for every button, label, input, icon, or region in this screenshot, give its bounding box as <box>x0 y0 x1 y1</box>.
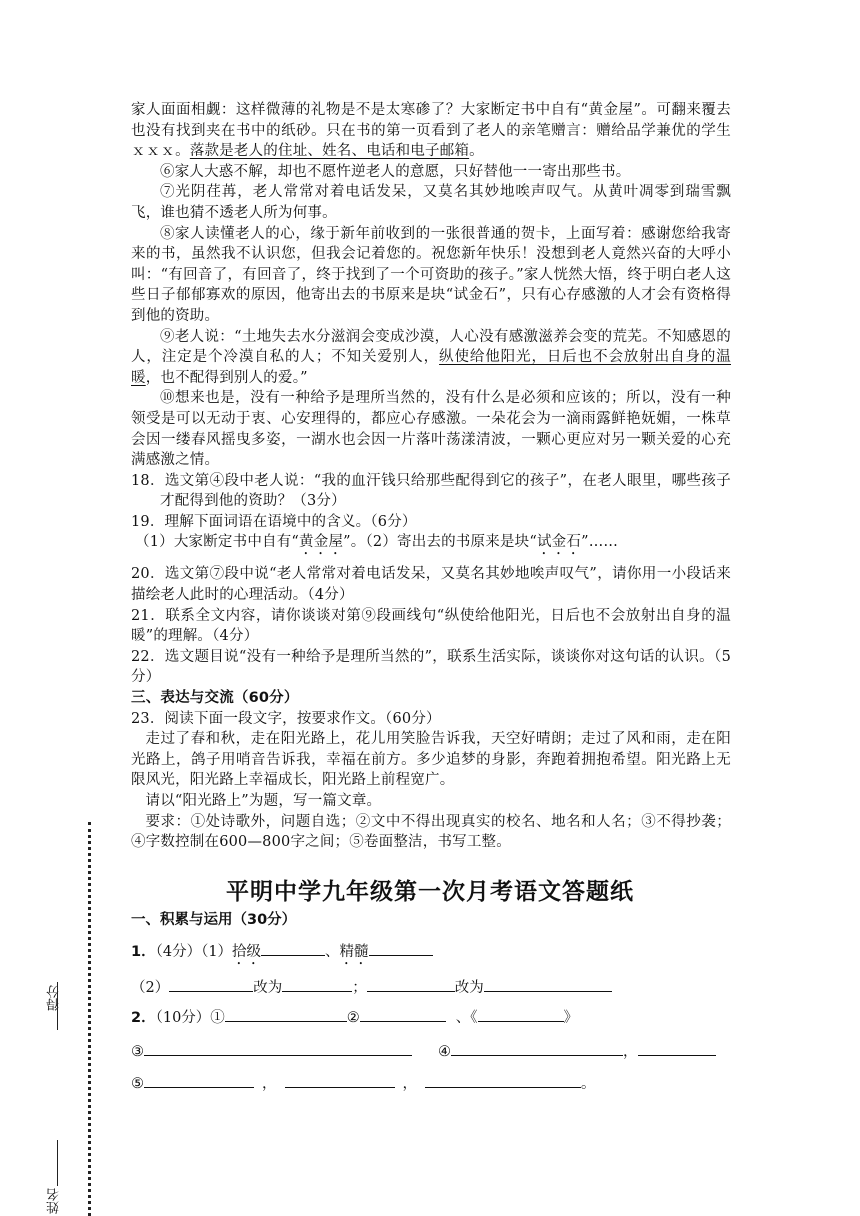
section-3-heading: 三、表达与交流（60分） <box>131 690 299 707</box>
question-18: 18．选文第④段中老人说：“我的血汗钱只给那些配得到它的孩子”，在老人眼里，哪些孩子才配得到他的资助？（3分） <box>131 472 731 510</box>
answer-q2-row1 <box>131 1006 578 1027</box>
paragraph-9 <box>131 327 731 389</box>
q2-comma: ， <box>623 1044 638 1060</box>
q2-comma-2: ， <box>262 1076 277 1092</box>
name-line <box>57 1140 58 1186</box>
question-21: 21．联系全文内容，请你谈谈对第⑨段画线句“纵使给他阳光，日后也不会放射出自身的温暖”的理解。（4分） <box>131 607 731 645</box>
question-23: 23．阅读下面一段文字，按要求作文。（60分） <box>131 710 441 727</box>
answer-q2-row3 <box>131 1072 596 1093</box>
q1-blank-1[interactable] <box>261 941 325 956</box>
q2-comma-3: ， <box>402 1076 417 1092</box>
q1-blank-5[interactable] <box>367 977 455 992</box>
q2-blank-1[interactable] <box>225 1007 347 1022</box>
question-20: 20．选文第⑦段中说“老人常常对着电话发呆，又莫名其妙地唉声叹气”，请你用一小段话来描绘老人此时的心理活动。（4分） <box>131 566 731 604</box>
question-22: 22．选文题目说“没有一种给予是理所当然的”，联系生活实际，谈谈你对这句话的认识。（5分） <box>131 648 731 686</box>
score-label: 得分 <box>47 985 62 1011</box>
paragraph-9-end: ，也不配得到别人的爱。” <box>145 369 308 386</box>
q2-circle-4: ④ <box>438 1044 451 1060</box>
reading-passage <box>131 100 731 853</box>
score-line <box>57 982 58 1030</box>
paragraph-6: ⑥家人大惑不解，却也不愿忤逆老人的意愿，只好替他一一寄出那些书。 <box>160 163 631 180</box>
dotted-term-2: 试金石 <box>536 534 582 551</box>
q2-blank-5[interactable] <box>451 1041 623 1056</box>
q1-blank-3[interactable] <box>169 977 253 992</box>
q1-sep: 、 <box>325 944 340 960</box>
paragraph-9-text: ⑨老人说：“土地失去水分滋润会变成沙漠，人心没有感激滋养会变的荒芜。不知感恩的人，注定是个冷漠自私的人；不知关爱别人， <box>131 328 731 366</box>
q1-number: 1． <box>131 944 156 960</box>
answer-q1-row2 <box>131 976 612 997</box>
q2-blank-9[interactable] <box>425 1073 581 1088</box>
q2-book-open: 、《 <box>455 1010 478 1026</box>
paragraph-5-text: 家人面面相觑：这样微薄的礼物是不是太寒碜了？大家断定书中自有“黄金屋”。可翻来覆去也没有找到夹在书中的纸砂。只在书的第一页看到了老人的亲笔赠言：赠给品学兼优的学生ｘｘｘ。 <box>131 102 731 160</box>
q2-score: （10分）① <box>155 1010 225 1026</box>
q1-score: （4分）（1） <box>155 944 233 960</box>
q2-book-close: 》 <box>563 1010 579 1026</box>
answer-sheet-title: 平明中学九年级第一次月考语文答题纸 <box>226 879 634 905</box>
q2-number: 2． <box>131 1010 156 1026</box>
q1-blank-4[interactable] <box>282 977 352 992</box>
name-label: 姓名 <box>47 1188 62 1214</box>
q2-blank-4[interactable] <box>144 1041 412 1056</box>
q1-blank-6[interactable] <box>484 977 612 992</box>
q19-part-b: ”。（2）寄出去的书原来是块“ <box>343 534 537 551</box>
q2-blank-2[interactable] <box>360 1007 446 1022</box>
underlined-sentence: 落款是老人的住址、姓名、电话和电子邮箱 <box>189 143 470 160</box>
essay-prompt: 请以“阳光路上”为题，写一篇文章。 <box>145 793 382 809</box>
q2-blank-7[interactable] <box>144 1073 254 1088</box>
q1-change-2: 改为 <box>454 980 484 996</box>
section-1-heading: 一、积累与运用（30分） <box>131 912 297 928</box>
paragraph-8: ⑧家人读懂老人的心，缘于新年前收到的一张很普通的贺卡，上面写着：感谢您给我寄来的书，虽然我不认识您，但我会记着您的。祝您新年快乐！没想到老人竟然兴奋的大呼小叫：“有回音了，有回音了，终于找到了一个可资助的孩子。”家人恍然大悟，终于明白老人这些日子郁郁寡欢的原因，他寄出去的书原来是块“试金石”，只有心存感激的人才会有资格得到他的资助。 <box>131 225 731 324</box>
q1-word-2: 精髓 <box>339 944 369 960</box>
essay-requirements: 要求：①处诗歌外，问题自选；②文中不得出现真实的校名、地名和人名；③不得抄袭；④字数控制在600—800字之间；⑤卷面整洁，书写工整。 <box>131 813 731 851</box>
q2-circle-2: ② <box>346 1010 360 1026</box>
q2-circle-5: ⑤ <box>131 1076 144 1092</box>
q19-part-a: （1）大家断定书中自有“ <box>135 534 300 551</box>
dotted-term-1: 黄金屋 <box>299 534 344 551</box>
paragraph-5: 家人面面相觑：这样微薄的礼物是不是太寒碜了？大家断定书中自有“黄金屋”。可翻来覆去也没有找到夹在书中的纸砂。只在书的第一页看到了老人的亲笔赠言：赠给品学兼优的学生ｘｘｘ。落款是老人的住址、姓名、电话和电子邮箱。 <box>131 102 731 160</box>
q2-blank-6[interactable] <box>638 1041 716 1056</box>
paragraph-10: ⑩想来也是，没有一种给予是理所当然的，没有什么是必须和应该的；所以，没有一种领受是可以无动于衷、心安理得的，都应心存感激。一朵花会为一滴雨露鲜艳妩媚，一株草会因一缕春风摇曳多姿，一湖水也会因一片落叶荡漾清波，一颗心更应对另一颗关爱的心充满感激之情。 <box>131 390 731 469</box>
q1-blank-2[interactable] <box>369 941 433 956</box>
q2-circle-3: ③ <box>131 1044 144 1060</box>
q2-blank-8[interactable] <box>285 1073 395 1088</box>
answer-q1-row1 <box>131 940 433 968</box>
essay-material: 走过了春和秋，走在阳光路上，花儿用笑脸告诉我，天空好晴朗；走过了风和雨，走在阳光路上，鸽子用哨音告诉我，幸福在前方。多少追梦的身影，奔跑着拥抱希望。阳光路上无限风光，阳光路上幸福成长，阳光路上前程宽广。 <box>131 731 731 789</box>
q1-word-1: 拾级 <box>232 944 262 960</box>
underlined-line: 纵使给他阳光，日后也不会放射出自身的温暖 <box>131 349 731 386</box>
question-19: 19．理解下面词语在语境中的含义。（6分） <box>131 513 417 530</box>
q2-blank-3[interactable] <box>478 1007 564 1022</box>
q1-semicolon: ； <box>352 980 367 996</box>
paragraph-7: ⑦光阴荏苒，老人常常对着电话发呆，又莫名其妙地唉声叹气。从黄叶凋零到瑞雪飘飞，谁也猜不透老人所为何事。 <box>131 184 731 221</box>
q1-part-2: （2） <box>131 980 170 996</box>
question-19-parts <box>131 532 731 558</box>
q19-part-end: ”…… <box>581 534 619 551</box>
q2-period: 。 <box>581 1076 596 1092</box>
q1-change-1: 改为 <box>253 980 283 996</box>
answer-q2-row2 <box>131 1040 716 1061</box>
